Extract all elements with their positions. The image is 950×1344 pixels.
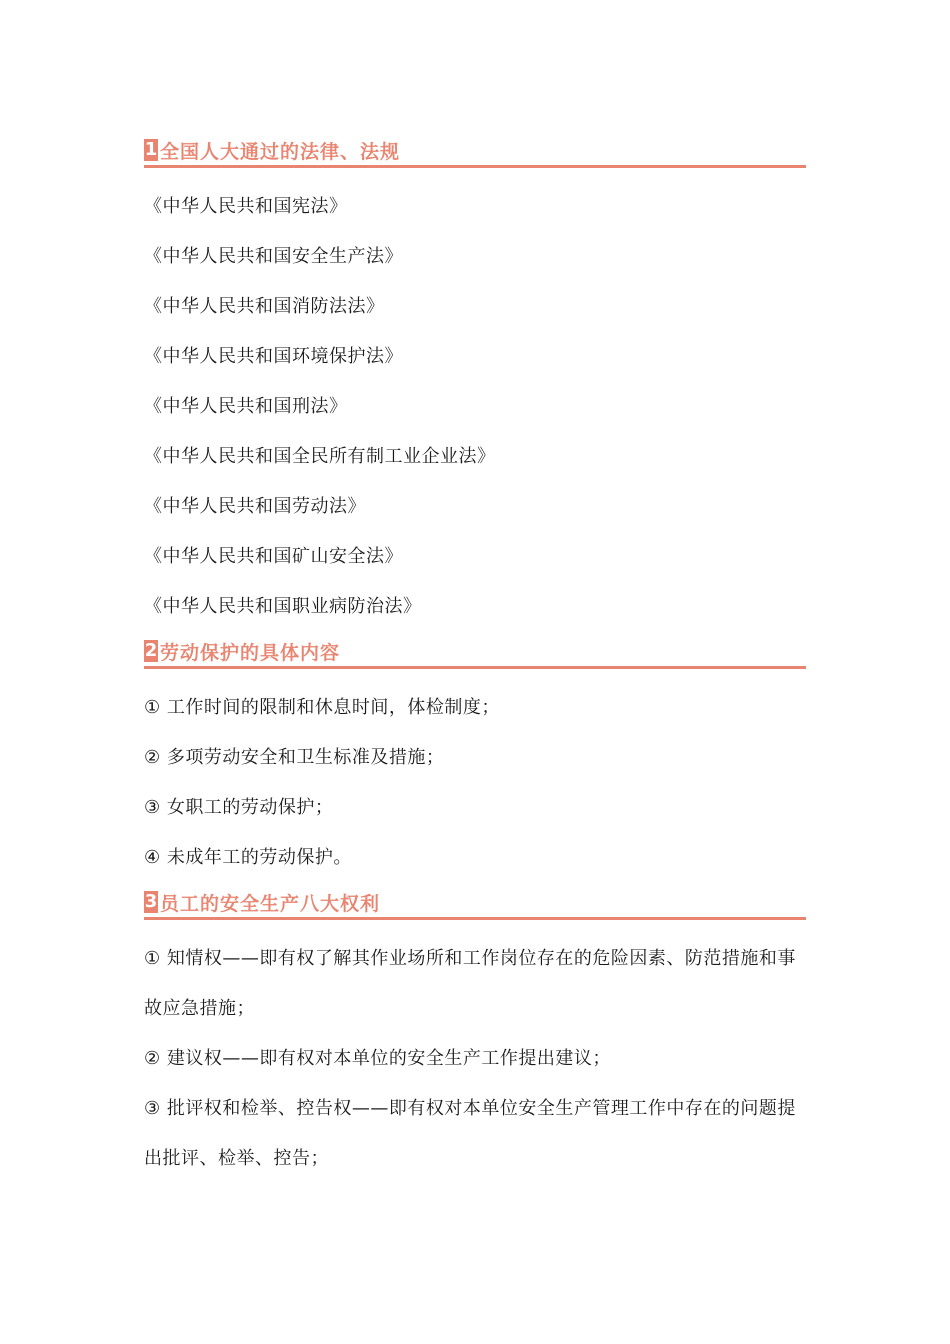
section-number-badge: 1 xyxy=(144,139,158,160)
list-item: 《中华人民共和国劳动法》 xyxy=(144,496,366,517)
list-item: ③ 女职工的劳动保护； xyxy=(144,797,334,818)
list-item: ④ 未成年工的劳动保护。 xyxy=(144,847,352,868)
list-item: 《中华人民共和国消防法法》 xyxy=(144,296,385,317)
section-number-badge: 2 xyxy=(144,640,158,661)
laws-list xyxy=(144,182,806,632)
section-header xyxy=(144,887,806,920)
list-item: 《中华人民共和国环境保护法》 xyxy=(144,346,403,367)
list-item: 《中华人民共和国安全生产法》 xyxy=(144,246,403,267)
list-item: 《中华人民共和国职业病防治法》 xyxy=(144,596,422,617)
section-title: 劳动保护的具体内容 xyxy=(160,641,341,664)
document-page xyxy=(144,135,806,1184)
section-employee-rights xyxy=(144,887,806,1184)
section-labor-protection xyxy=(144,636,806,883)
protection-list xyxy=(144,683,806,883)
list-item: 《中华人民共和国全民所有制工业企业法》 xyxy=(144,446,496,467)
section-title: 员工的安全生产八大权利 xyxy=(160,892,381,915)
list-item: 《中华人民共和国矿山安全法》 xyxy=(144,546,403,567)
section-laws xyxy=(144,135,806,632)
list-item: ③ 批评权和检举、控告权——即有权对本单位安全生产管理工作中存在的问题提出批评、检举、控告； xyxy=(144,1098,796,1169)
list-item: 《中华人民共和国刑法》 xyxy=(144,396,348,417)
section-header xyxy=(144,135,806,168)
rights-list xyxy=(144,934,806,1184)
section-title: 全国人大通过的法律、法规 xyxy=(160,140,401,163)
list-item: ② 多项劳动安全和卫生标准及措施； xyxy=(144,747,445,768)
section-header xyxy=(144,636,806,669)
list-item: ① 知情权——即有权了解其作业场所和工作岗位存在的危险因素、防范措施和事故应急措施； xyxy=(144,948,796,1019)
section-number-badge: 3 xyxy=(144,891,158,912)
list-item: ② 建议权——即有权对本单位的安全生产工作提出建议； xyxy=(144,1048,611,1069)
list-item: 《中华人民共和国宪法》 xyxy=(144,196,348,217)
list-item: ① 工作时间的限制和休息时间，体检制度； xyxy=(144,697,500,718)
